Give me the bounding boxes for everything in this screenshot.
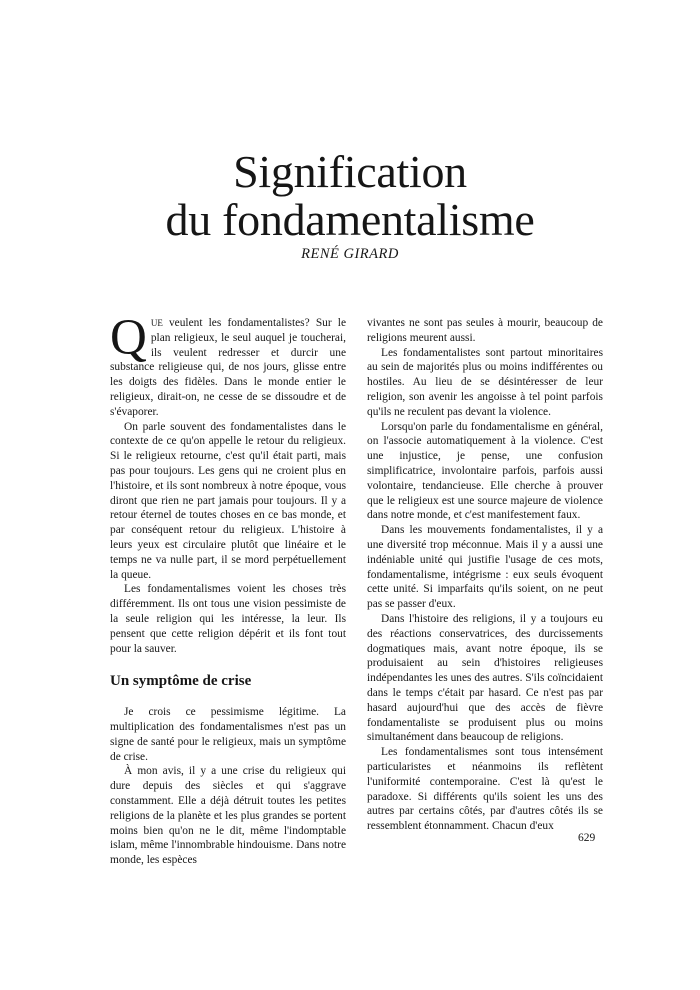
article-title	[0, 148, 700, 244]
paragraph: Je crois ce pessimisme légitime. La multiplication des fondamentalismes n'est pas un signe de santé pour le religieux, mais un symptôme de crise.	[110, 706, 346, 763]
paragraph: Les fondamentalismes sont tous intensément particularistes et néanmoins ils reflètent l'uniformité contemporaine. C'est là qu'est le paradoxe. Si différents qu'ils soient les uns des autres par certains côtés, par d'autres côtés ils se ressemblent étonnamment. Chacun d'eux	[367, 746, 603, 833]
left-column	[110, 310, 346, 868]
paragraph: vivantes ne sont pas seules à mourir, beaucoup de religions meurent aussi.	[367, 317, 603, 344]
drop-cap: Q	[110, 310, 147, 366]
paragraph: Dans les mouvements fondamentalistes, il y a une diversité trop méconnue. Mais il y a aussi une indéniable unité qui justifie l'usage de ces mots, fondamentalisme, intégrisme : eux seuls évoquent cette unité. Si imparfaits qu'ils soient, on ne peut pas se passer d'eux.	[367, 524, 603, 611]
paragraph	[110, 310, 346, 420]
section-heading: Un symptôme de crise	[110, 673, 252, 690]
paragraph: On parle souvent des fondamentalistes dans le contexte de ce qu'on appelle le retour du religieux. Si le religieux retourne, c'est qu'il était parti, mais pas pour toujours. Les gens qui ne croient plus en l'histoire, et ils sont nombreux à notre époque, vous diront que rien ne part jamais pour toujours. Il y a retour éternel de toutes choses en ce bas monde, et par conséquent retour du religieux. L'histoire à leurs yeux est circulaire plutôt que linéaire et le temps ne va nulle part, il se mord perpétuellement la queue.	[110, 420, 346, 581]
paragraph: À mon avis, il y a une crise du religieux qui dure depuis des siècles et qui s'aggrave constamment. Elle a déjà détruit toutes les petites religions de la planète et les plus grandes se portent moins bien qu'on ne le dit, même l'indomptable islam, même l'innombrable hindouisme. Dans notre monde, les espèces	[110, 765, 346, 867]
page-number: 629	[578, 832, 596, 844]
right-column	[367, 316, 603, 834]
small-caps-text: UE	[150, 318, 163, 328]
paragraph: Les fondamentalistes sont partout minoritaires au sein de majorités plus ou moins indifférentes ou hostiles. Au lieu de se désintéresser de leur religion, son avenir les angoisse à tel point parfois qu'ils ne reculent pas devant la violence.	[367, 346, 603, 418]
paragraph: Les fondamentalismes voient les choses très différemment. Ils ont tous une vision pessimiste de la seule religion qui les intéresse, la leur. Ils pensent que cette religion dépérit et ils font tout pour la sauver.	[110, 583, 346, 655]
title-line-1: Signification	[233, 146, 467, 197]
author-name: RENÉ GIRARD	[301, 246, 399, 262]
paragraph-text: veulent les fondamentalistes? Sur le plan religieux, le seul auquel je toucherai, ils veulent redresser et durcir une substance religieuse qui, de nos jours, glisse entre les doigts des fidèles. Dans le monde entier le religieux, dirait-on, ne cesse de se dissoudre et de s'évaporer.	[110, 317, 346, 418]
title-line-2: du fondamentalisme	[165, 194, 535, 245]
paragraph: Lorsqu'on parle du fondamentalisme en général, on l'associe automatiquement à la violence. C'est une injustice, je pense, une confusion simplificatrice, involontaire parfois, parfois aussi volontaire, tendancieuse. Elle cherche à prouver que le religieux est une source majeure de violence dans notre monde, et c'est manifestement faux.	[367, 420, 603, 522]
paragraph: Dans l'histoire des religions, il y a toujours eu des réactions conservatrices, des durcissements dogmatiques mais, avant notre époque, ils se produisaient au sein d'histoires religieuses indépendantes les unes des autres. S'ils coïncidaient dans le temps c'était par hasard. Ce n'est pas par hasard aujourd'hui que des accès de fièvre fondamentaliste se produisent plus ou moins simultanément dans beaucoup de religions.	[367, 612, 603, 744]
